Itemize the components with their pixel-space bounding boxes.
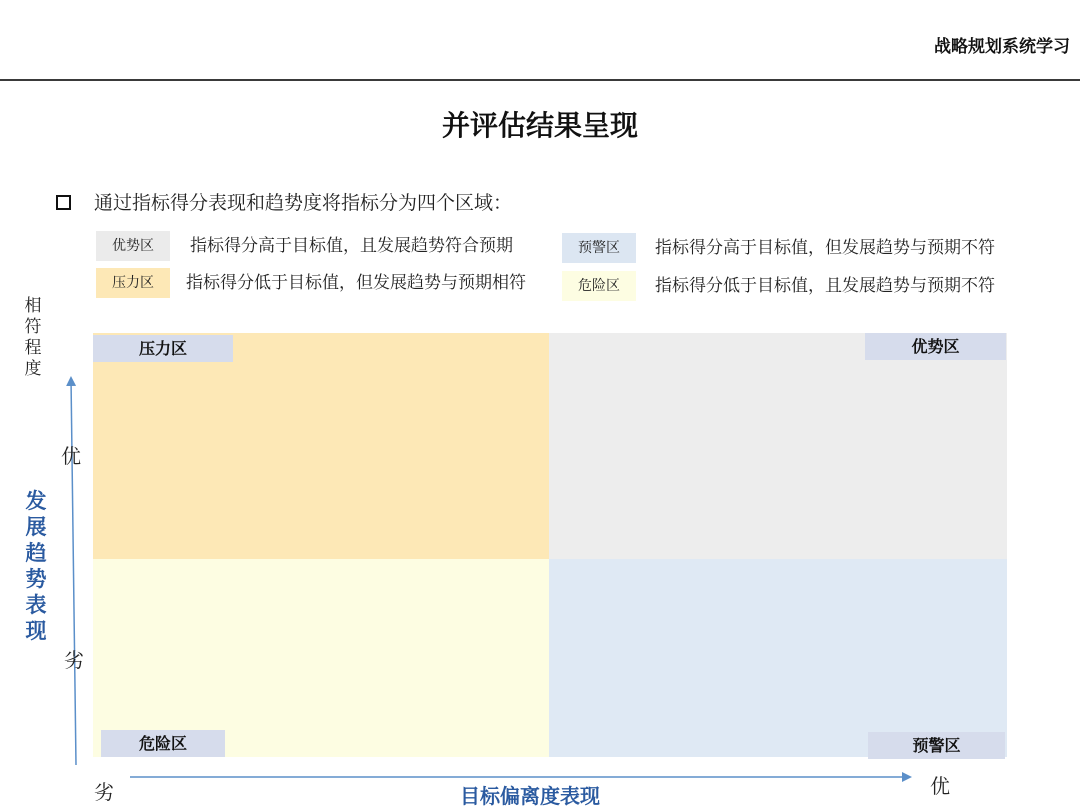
- zone-label-warning: 预警区: [868, 732, 1005, 759]
- header-title: 战略规划系统学习: [934, 37, 1070, 57]
- x-axis-high-label: 优: [930, 774, 950, 798]
- legend-tag-warning: 预警区: [562, 233, 636, 263]
- page-title: 并评估结果呈现: [441, 109, 638, 142]
- x-axis-low-label: 劣: [94, 780, 114, 804]
- legend-desc-danger: 指标得分低于目标值，且发展趋势与预期不符: [655, 276, 995, 296]
- legend-tag-advantage: 优势区: [96, 231, 170, 261]
- zone-label-advantage: 优势区: [865, 333, 1006, 360]
- legend-tag-pressure: 压力区: [96, 268, 170, 298]
- legend-desc-advantage: 指标得分高于目标值，且发展趋势符合预期: [190, 236, 513, 256]
- y-axis-arrow: [71, 378, 76, 765]
- y-axis-title-text: 发展趋势表现: [25, 489, 47, 643]
- intro-text: 通过指标得分表现和趋势度将指标分为四个区域：: [94, 192, 513, 214]
- zone-label-pressure: 压力区: [93, 335, 233, 362]
- y-axis-low-label: 劣: [64, 648, 84, 672]
- y-axis-subtitle-text: 相符程度: [24, 296, 42, 379]
- legend-tag-danger: 危险区: [562, 271, 636, 301]
- legend-desc-pressure: 指标得分低于目标值，但发展趋势与预期相符: [186, 273, 526, 293]
- y-axis-high-label: 优: [61, 444, 81, 468]
- zone-label-danger: 危险区: [101, 730, 225, 757]
- x-axis-title: 目标偏离度表现: [460, 784, 600, 808]
- legend-desc-warning: 指标得分高于目标值，但发展趋势与预期不符: [655, 238, 995, 258]
